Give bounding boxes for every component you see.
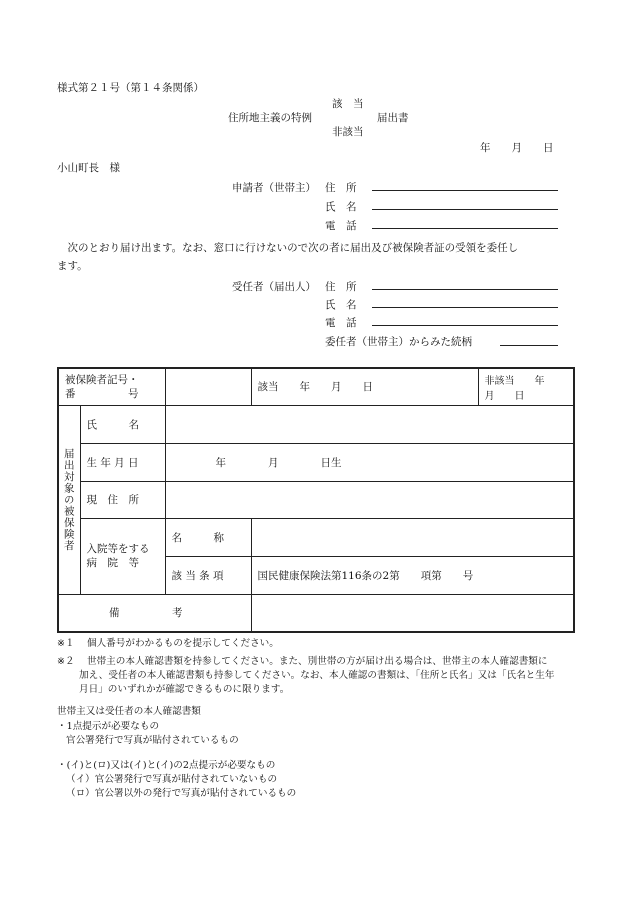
applicant-address-label: 住 所 (325, 182, 357, 194)
delegate-label: 受任者（届出人） (232, 281, 316, 293)
insured-number-label-2: 番 号 (65, 387, 139, 400)
delegate-relation-label: 委任者（世帯主）からみた続柄 (325, 336, 472, 348)
birthdate-label: 生 年 月 日 (80, 443, 165, 481)
double-doc-title: ・(イ)と(ロ)又は(イ)と(イ)の2点提示が必要なもの (57, 760, 276, 771)
birthdate-field[interactable] (165, 443, 574, 481)
note2-mark: ※２ (57, 656, 75, 667)
applicable-date-text: 該当 年 月 日 (257, 381, 373, 394)
delegate-phone-field[interactable] (372, 325, 558, 326)
double-doc-i: （イ）官公署発行で写真が貼付されていないもの (66, 774, 278, 785)
id-docs-title: 世帯主又は受任者の本人確認書類 (57, 706, 201, 717)
insured-number-field[interactable] (165, 368, 251, 405)
delegate-phone-label: 電 話 (325, 317, 357, 329)
insured-person-table (57, 367, 575, 633)
addressee: 小山町長 様 (57, 162, 120, 174)
applicable-date-cell[interactable] (251, 368, 478, 405)
delegate-relation-field[interactable] (500, 345, 558, 346)
double-doc-ro: （ロ）官公署以外の発行で写真が貼付されているもの (66, 788, 297, 799)
article-field[interactable] (251, 556, 574, 594)
hospital-name-label: 名 称 (165, 518, 251, 556)
insured-number-label (58, 368, 165, 405)
single-doc-title: ・1点提示が必要なもの (57, 721, 160, 732)
name-field[interactable] (165, 405, 574, 443)
delegate-name-field[interactable] (372, 307, 558, 308)
applicable-label: 該 当 (332, 98, 364, 110)
note1-text: 個人番号がわかるものを提示してください。 (87, 638, 279, 649)
note1-mark: ※１ (57, 638, 75, 649)
note2-line2: 加え、受任者の本人確認書類も持参してください。なお、本人確認の書類は、「住所と氏名」又は「氏名と生年 (79, 670, 555, 681)
applicant-phone-label: 電 話 (325, 220, 357, 232)
delegate-name-label: 氏 名 (325, 299, 357, 311)
applicant-name-label: 氏 名 (325, 201, 357, 213)
applicant-label: 申請者（世帯主） (232, 182, 316, 194)
remarks-label: 備 考 (58, 594, 251, 632)
name-label: 氏 名 (80, 405, 165, 443)
statement-line2: ます。 (57, 260, 88, 272)
delegate-address-label: 住 所 (325, 281, 357, 293)
applicant-phone-field[interactable] (372, 228, 558, 229)
form-number: 様式第２１号（第１４条関係） (57, 82, 204, 94)
single-doc-item: 官公署発行で写真が貼付されているもの (66, 735, 239, 746)
date-line: 年 月 日 (480, 142, 554, 154)
hospital-label (80, 518, 165, 594)
birthdate-value: 年 月 日生 (215, 456, 342, 469)
address-field[interactable] (165, 481, 574, 518)
hospital-label-2: 病 院 等 (86, 557, 139, 569)
statement-line1: 次のとおり届け出ます。なお、窓口に行けないので次の者に届出及び被保険者証の受領を委任し (57, 242, 519, 254)
note2-line1: 世帯主の本人確認書類を持参してください。また、別世帯の方が届け出る場合は、世帯主の本人確認書類に (87, 656, 548, 667)
remarks-field[interactable] (251, 594, 574, 632)
article-label: 該 当 条 項 (165, 556, 251, 594)
not-applicable-label: 非該当 (332, 126, 364, 138)
not-applicable-date-cell[interactable] (478, 368, 574, 405)
delegate-address-field[interactable] (372, 289, 558, 290)
hospital-name-field[interactable] (251, 518, 574, 556)
not-applicable-date-text: 非該当 年 月 日 (484, 375, 565, 402)
hospital-label-1: 入院等をする (86, 543, 150, 555)
address-label: 現 住 所 (80, 481, 165, 518)
insured-person-side-label: 届出対象の被保険者 (58, 405, 80, 594)
applicant-name-field[interactable] (372, 209, 558, 210)
insured-number-label-1: 被保険者記号・ (65, 373, 139, 386)
article-value: 国民健康保険法第116条の2第 項第 号 (257, 569, 474, 582)
note2-line3: 月日」のいずれかが確認できるものに限ります。 (79, 684, 290, 695)
form-title-suffix: 届出書 (377, 112, 409, 124)
form-title: 住所地主義の特例 (228, 112, 312, 124)
applicant-address-field[interactable] (372, 190, 558, 191)
